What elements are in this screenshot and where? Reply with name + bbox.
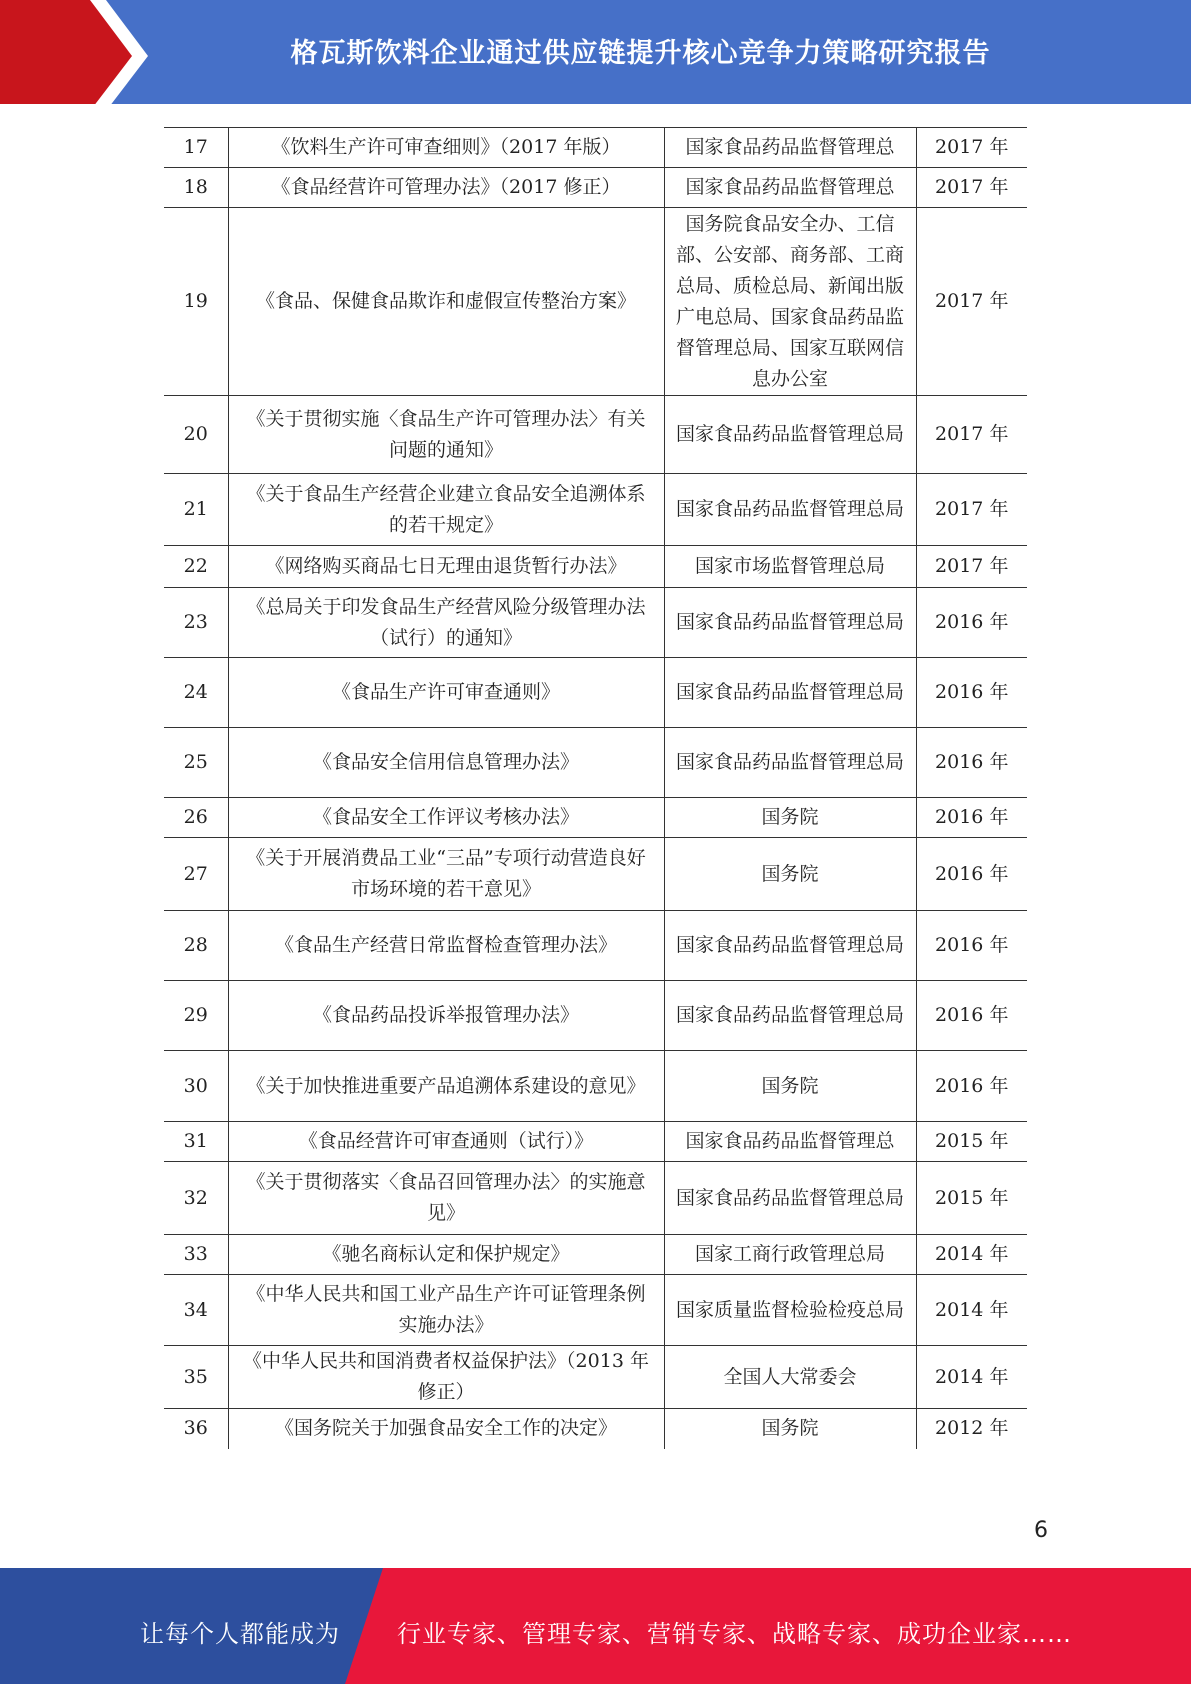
issue-year: 2017 年 xyxy=(916,396,1027,474)
table-row xyxy=(164,1051,1027,1122)
issue-year: 2016 年 xyxy=(916,798,1027,838)
issuing-authority: 国家食品药品监督管理总局 xyxy=(664,396,916,474)
footer-slogan-right: 行业专家、管理专家、营销专家、战略专家、成功企业家…… xyxy=(397,1620,1072,1648)
issue-year: 2017 年 xyxy=(916,546,1027,588)
regulation-name: 《食品药品投诉举报管理办法》 xyxy=(228,981,664,1051)
regulation-name: 《食品经营许可审查通则（试行）》 xyxy=(228,1122,664,1162)
row-number: 35 xyxy=(164,1346,228,1409)
issuing-authority: 全国人大常委会 xyxy=(664,1346,916,1409)
regulation-name: 《食品、保健食品欺诈和虚假宣传整治方案》 xyxy=(228,208,664,396)
row-number: 32 xyxy=(164,1162,228,1235)
regulation-name: 《总局关于印发食品生产经营风险分级管理办法（试行）的通知》 xyxy=(228,588,664,658)
table-row xyxy=(164,208,1027,396)
row-number: 36 xyxy=(183,1417,208,1440)
table-row xyxy=(164,1235,1027,1275)
issuing-authority: 国务院 xyxy=(664,1051,916,1122)
regulation-name: 《食品生产许可审查通则》 xyxy=(228,658,664,728)
row-number: 24 xyxy=(164,658,228,728)
regulation-name: 《国务院关于加强食品安全工作的决定》 xyxy=(228,1409,664,1449)
table-row xyxy=(164,838,1027,911)
table-row xyxy=(164,128,1027,168)
issuing-authority: 国务院 xyxy=(664,1409,916,1449)
row-number: 23 xyxy=(164,588,228,658)
issuing-authority: 国务院 xyxy=(664,838,916,911)
regulation-name: 《网络购买商品七日无理由退货暂行办法》 xyxy=(228,546,664,588)
issuing-authority: 国家市场监督管理总局 xyxy=(664,546,916,588)
regulation-name: 《关于贯彻实施〈食品生产许可管理办法〉有关问题的通知》 xyxy=(228,396,664,474)
issuing-authority: 国家食品药品监督管理总局 xyxy=(664,1162,916,1235)
regulation-name: 《关于食品生产经营企业建立食品安全追溯体系的若干规定》 xyxy=(228,474,664,546)
row-number: 18 xyxy=(164,168,228,208)
row-number: 27 xyxy=(164,838,228,911)
regulation-name: 《饮料生产许可审查细则》（2017 年版） xyxy=(228,128,664,168)
issue-year: 2017 年 xyxy=(916,128,1027,168)
regulation-name: 《关于开展消费品工业“三品”专项行动营造良好市场环境的若干意见》 xyxy=(228,838,664,911)
table-row xyxy=(164,396,1027,474)
issuing-authority: 国家食品药品监督管理总局 xyxy=(664,911,916,981)
row-number: 17 xyxy=(164,128,228,168)
table-row xyxy=(164,798,1027,838)
table-row xyxy=(164,911,1027,981)
regulation-table xyxy=(164,127,1027,1449)
regulation-name: 《驰名商标认定和保护规定》 xyxy=(228,1235,664,1275)
issuing-authority: 国家食品药品监督管理总 xyxy=(664,168,916,208)
row-number: 31 xyxy=(164,1122,228,1162)
issue-year: 2016 年 xyxy=(916,728,1027,798)
issuing-authority: 国家食品药品监督管理总 xyxy=(664,1122,916,1162)
footer-slogan-left: 让每个人都能成为 xyxy=(140,1620,340,1648)
row-number: 19 xyxy=(164,208,228,396)
issuing-authority: 国家食品药品监督管理总局 xyxy=(664,728,916,798)
row-number: 26 xyxy=(164,798,228,838)
issue-year: 2016 年 xyxy=(916,838,1027,911)
issue-year: 2012 年 xyxy=(916,1409,1027,1449)
page-header xyxy=(0,0,1191,111)
table-row xyxy=(164,658,1027,728)
issue-year: 2017 年 xyxy=(916,168,1027,208)
issuing-authority: 国家食品药品监督管理总局 xyxy=(664,474,916,546)
issuing-authority: 国家工商行政管理总局 xyxy=(664,1235,916,1275)
table-row xyxy=(164,981,1027,1051)
issue-year: 2016 年 xyxy=(916,588,1027,658)
row-number: 29 xyxy=(164,981,228,1051)
regulation-name: 《关于贯彻落实〈食品召回管理办法〉的实施意见》 xyxy=(228,1162,664,1235)
regulation-name: 《食品安全工作评议考核办法》 xyxy=(228,798,664,838)
issuing-authority: 国务院 xyxy=(664,798,916,838)
issue-year: 2016 年 xyxy=(916,981,1027,1051)
issuing-authority: 国家质量监督检验检疫总局 xyxy=(664,1275,916,1346)
issuing-authority: 国家食品药品监督管理总局 xyxy=(664,658,916,728)
table-row xyxy=(164,1162,1027,1235)
issue-year: 2014 年 xyxy=(916,1346,1027,1409)
row-number: 30 xyxy=(164,1051,228,1122)
regulation-name: 《食品安全信用信息管理办法》 xyxy=(228,728,664,798)
issue-year: 2015 年 xyxy=(916,1122,1027,1162)
row-number: 20 xyxy=(164,396,228,474)
issuing-authority: 国家食品药品监督管理总局 xyxy=(664,588,916,658)
issue-year: 2015 年 xyxy=(916,1162,1027,1235)
regulation-name: 《食品经营许可管理办法》（2017 修正） xyxy=(228,168,664,208)
regulation-name: 《中华人民共和国消费者权益保护法》（2013 年修正） xyxy=(228,1346,664,1409)
row-number: 25 xyxy=(164,728,228,798)
table-row xyxy=(164,1409,1027,1449)
regulation-table-wrap xyxy=(164,127,1027,1449)
report-title: 格瓦斯饮料企业通过供应链提升核心竞争力策略研究报告 xyxy=(290,37,991,69)
table-row xyxy=(164,728,1027,798)
row-number: 33 xyxy=(164,1235,228,1275)
issue-year: 2014 年 xyxy=(916,1235,1027,1275)
table-row xyxy=(164,1346,1027,1409)
issue-year: 2016 年 xyxy=(916,658,1027,728)
regulation-name: 《关于加快推进重要产品追溯体系建设的意见》 xyxy=(228,1051,664,1122)
table-row xyxy=(164,1275,1027,1346)
row-number: 34 xyxy=(164,1275,228,1346)
page-number: 6 xyxy=(1034,1518,1048,1543)
issue-year: 2017 年 xyxy=(916,208,1027,396)
issue-year: 2017 年 xyxy=(916,474,1027,546)
regulation-name: 《中华人民共和国工业产品生产许可证管理条例实施办法》 xyxy=(228,1275,664,1346)
row-number: 22 xyxy=(164,546,228,588)
table-row xyxy=(164,588,1027,658)
table-row xyxy=(164,546,1027,588)
regulation-name: 《食品生产经营日常监督检查管理办法》 xyxy=(228,911,664,981)
table-row xyxy=(164,474,1027,546)
issue-year: 2016 年 xyxy=(916,911,1027,981)
row-number: 28 xyxy=(164,911,228,981)
page-footer xyxy=(0,1568,1191,1684)
issuing-authority: 国务院食品安全办、工信部、公安部、商务部、工商总局、质检总局、新闻出版广电总局、国家食品药品监督管理总局、国家互联网信息办公室 xyxy=(664,208,916,396)
table-row xyxy=(164,168,1027,208)
issuing-authority: 国家食品药品监督管理总 xyxy=(664,128,916,168)
issue-year: 2014 年 xyxy=(916,1275,1027,1346)
issuing-authority: 国家食品药品监督管理总局 xyxy=(664,981,916,1051)
row-number: 21 xyxy=(164,474,228,546)
issue-year: 2016 年 xyxy=(916,1051,1027,1122)
table-row xyxy=(164,1122,1027,1162)
